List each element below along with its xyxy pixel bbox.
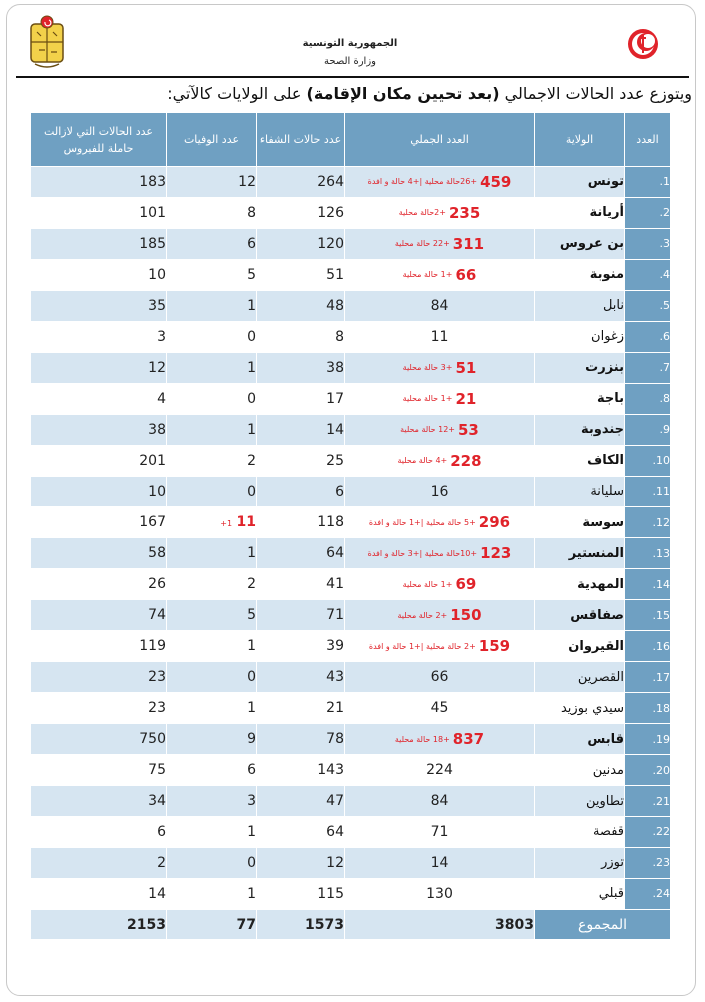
table-row <box>31 878 671 909</box>
cell-carriers: 185 <box>31 228 167 259</box>
cell-governorate: تطاوين <box>535 786 625 817</box>
new-cases-note: +2حالة محلية <box>398 208 446 218</box>
total-value: 69 <box>455 575 477 594</box>
cell-total <box>345 569 535 600</box>
cell-total <box>345 878 535 909</box>
new-cases-note: +5 حالة محلية |+1 حالة و افدة <box>368 517 476 527</box>
table-body <box>31 167 671 910</box>
letterhead <box>0 0 705 80</box>
total-value: 71 <box>430 823 449 840</box>
table-row <box>31 786 671 817</box>
death-value: 0 <box>247 854 256 871</box>
cell-index: .4 <box>625 259 671 290</box>
cell-total <box>345 662 535 693</box>
death-value: 5 <box>247 607 256 624</box>
new-cases-note: +1 حالة محلية <box>402 270 453 280</box>
cell-index: .17 <box>625 662 671 693</box>
death-value: 3 <box>247 793 256 810</box>
cell-recovered: 78 <box>257 724 345 755</box>
table-row <box>31 476 671 507</box>
cell-governorate: بنزرت <box>535 352 625 383</box>
cell-recovered: 47 <box>257 786 345 817</box>
death-value: 2 <box>247 576 256 593</box>
table-row <box>31 228 671 259</box>
new-cases-note: +22 حالة محلية <box>394 239 450 249</box>
table-row <box>31 321 671 352</box>
col-header-recovered: عدد حالات الشفاء <box>257 113 345 167</box>
cell-carriers: 23 <box>31 662 167 693</box>
col-header-index: العدد <box>625 113 671 167</box>
cell-governorate: سوسة <box>535 507 625 538</box>
cell-total <box>345 693 535 724</box>
cell-carriers: 58 <box>31 538 167 569</box>
intro-bold: (بعد تحيين مكان الإقامة) <box>306 84 500 103</box>
table-row <box>31 352 671 383</box>
total-value: 11 <box>430 328 449 345</box>
cell-index: .18 <box>625 693 671 724</box>
death-value: 1 <box>247 421 256 438</box>
cell-recovered: 39 <box>257 631 345 662</box>
total-value: 66 <box>455 265 477 284</box>
table-row <box>31 414 671 445</box>
cell-deaths <box>167 197 257 228</box>
cell-recovered: 120 <box>257 228 345 259</box>
cell-governorate: أريانة <box>535 197 625 228</box>
cell-index: .7 <box>625 352 671 383</box>
cell-carriers: 75 <box>31 755 167 786</box>
cell-total <box>345 290 535 321</box>
cell-governorate: الكاف <box>535 445 625 476</box>
table-row <box>31 259 671 290</box>
cell-total <box>345 631 535 662</box>
tunisia-coat-of-arms-icon <box>25 14 69 72</box>
total-value: 235 <box>448 203 481 222</box>
cell-deaths <box>167 600 257 631</box>
cell-governorate: المهدية <box>535 569 625 600</box>
death-value: 1 <box>247 823 256 840</box>
cell-total <box>345 755 535 786</box>
total-value: 130 <box>426 885 453 902</box>
cell-total <box>345 167 535 198</box>
death-value: 0 <box>247 483 256 500</box>
cell-index: .20 <box>625 755 671 786</box>
cell-deaths <box>167 228 257 259</box>
death-value: 1 <box>247 359 256 376</box>
cell-total <box>345 786 535 817</box>
intro-prefix: ويتوزع عدد الحالات الاجمالي <box>504 84 692 103</box>
death-value: 12 <box>238 173 256 190</box>
cell-recovered: 17 <box>257 383 345 414</box>
total-value: 150 <box>450 606 482 625</box>
cell-deaths <box>167 321 257 352</box>
cell-index: .3 <box>625 228 671 259</box>
total-value: 296 <box>478 513 511 532</box>
cell-index: .11 <box>625 476 671 507</box>
cell-carriers: 3 <box>31 321 167 352</box>
death-value: 11 <box>236 514 256 531</box>
cell-total <box>345 445 535 476</box>
totals-row <box>31 910 671 940</box>
cell-index: .1 <box>625 167 671 198</box>
new-cases-note: +2 حالة محلية |+1 حالة و افدة <box>368 641 476 651</box>
cell-index: .19 <box>625 724 671 755</box>
cell-deaths <box>167 786 257 817</box>
cell-deaths <box>167 755 257 786</box>
cell-recovered: 143 <box>257 755 345 786</box>
cell-index: .10 <box>625 445 671 476</box>
cell-recovered: 43 <box>257 662 345 693</box>
table-row <box>31 507 671 538</box>
cell-governorate: القيروان <box>535 631 625 662</box>
cell-deaths <box>167 693 257 724</box>
death-value: 6 <box>247 762 256 779</box>
sum-label: المجموع <box>535 910 671 940</box>
cell-governorate: باجة <box>535 383 625 414</box>
death-value: 0 <box>247 669 256 686</box>
cell-deaths <box>167 847 257 878</box>
cell-carriers: 26 <box>31 569 167 600</box>
table-row <box>31 755 671 786</box>
new-cases-note: +12 حالة محلية <box>400 425 455 435</box>
cell-carriers: 12 <box>31 352 167 383</box>
total-value: 51 <box>455 358 477 377</box>
sum-recovered: 1573 <box>257 910 345 940</box>
cell-governorate: منوبة <box>535 259 625 290</box>
cell-recovered: 12 <box>257 847 345 878</box>
cell-deaths <box>167 662 257 693</box>
total-value: 66 <box>430 669 449 686</box>
new-cases-note: +26حالة محلية |+4 حالة و افدة <box>367 177 478 187</box>
cell-carriers: 201 <box>31 445 167 476</box>
cell-deaths <box>167 476 257 507</box>
death-value: 0 <box>247 328 256 345</box>
cell-carriers: 183 <box>31 167 167 198</box>
cell-carriers: 119 <box>31 631 167 662</box>
cell-governorate: نابل <box>535 290 625 321</box>
total-value: 159 <box>478 637 511 656</box>
new-cases-note: +4 حالة محلية <box>397 456 448 466</box>
cell-governorate: صفاقس <box>535 600 625 631</box>
col-header-governorate: الولاية <box>535 113 625 167</box>
cell-index: .14 <box>625 569 671 600</box>
col-header-total: العدد الجملي <box>345 113 535 167</box>
cell-total <box>345 352 535 383</box>
intro-suffix: على الولايات كالآتي: <box>167 84 302 103</box>
cell-recovered: 71 <box>257 600 345 631</box>
cell-recovered: 8 <box>257 321 345 352</box>
cell-recovered: 51 <box>257 259 345 290</box>
cell-deaths <box>167 878 257 909</box>
cell-index: .5 <box>625 290 671 321</box>
death-value: 9 <box>247 731 256 748</box>
cell-total <box>345 507 535 538</box>
sum-total: 3803 <box>345 910 535 940</box>
total-value: 84 <box>430 297 449 314</box>
cell-index: .22 <box>625 817 671 848</box>
cell-deaths <box>167 724 257 755</box>
cell-recovered: 21 <box>257 693 345 724</box>
cell-carriers: 10 <box>31 476 167 507</box>
cell-recovered: 126 <box>257 197 345 228</box>
cell-carriers: 2 <box>31 847 167 878</box>
cell-total <box>345 259 535 290</box>
total-value: 21 <box>455 389 477 408</box>
cell-index: .9 <box>625 414 671 445</box>
cell-deaths <box>167 538 257 569</box>
cell-deaths <box>167 167 257 198</box>
sum-carriers: 2153 <box>31 910 167 940</box>
total-value: 224 <box>426 762 453 779</box>
total-value: 837 <box>452 730 485 749</box>
cell-recovered: 115 <box>257 878 345 909</box>
new-cases-note: +18 حالة محلية <box>394 734 450 744</box>
cell-recovered: 48 <box>257 290 345 321</box>
cell-carriers: 38 <box>31 414 167 445</box>
total-value: 53 <box>458 420 479 439</box>
cell-index: .23 <box>625 847 671 878</box>
death-value: 6 <box>247 235 256 252</box>
cell-total <box>345 724 535 755</box>
total-value: 84 <box>430 793 449 810</box>
death-value: 0 <box>247 390 256 407</box>
cell-recovered: 25 <box>257 445 345 476</box>
cell-deaths <box>167 352 257 383</box>
total-value: 228 <box>450 451 482 470</box>
total-value: 311 <box>452 234 485 253</box>
total-value: 16 <box>430 483 449 500</box>
cell-governorate: القصرين <box>535 662 625 693</box>
cell-total <box>345 321 535 352</box>
death-value: 2 <box>247 452 256 469</box>
new-cases-note: +1 حالة محلية <box>402 579 453 589</box>
cell-governorate: بن عروس <box>535 228 625 259</box>
table-row <box>31 631 671 662</box>
total-value: 459 <box>480 172 512 191</box>
cell-index: .2 <box>625 197 671 228</box>
table-row <box>31 693 671 724</box>
cell-carriers: 23 <box>31 693 167 724</box>
cell-governorate: قفصة <box>535 817 625 848</box>
col-header-deaths: عدد الوفيات <box>167 113 257 167</box>
table-row <box>31 445 671 476</box>
cell-recovered: 41 <box>257 569 345 600</box>
death-value: 1 <box>247 638 256 655</box>
cell-index: .8 <box>625 383 671 414</box>
cell-recovered: 64 <box>257 538 345 569</box>
new-cases-note: +2 حالة محلية <box>397 610 448 620</box>
cell-carriers: 35 <box>31 290 167 321</box>
cell-recovered: 264 <box>257 167 345 198</box>
republic-label: الجمهورية التونسية <box>302 38 398 49</box>
cell-recovered: 64 <box>257 817 345 848</box>
table-row <box>31 383 671 414</box>
cell-total <box>345 600 535 631</box>
col-header-carriers: عدد الحالات التي لازالت حاملة للفيروس <box>31 113 167 167</box>
table-row <box>31 662 671 693</box>
cell-deaths <box>167 631 257 662</box>
cell-total <box>345 197 535 228</box>
cell-governorate: جندوبة <box>535 414 625 445</box>
cell-deaths <box>167 290 257 321</box>
cell-governorate: سليانة <box>535 476 625 507</box>
total-value: 123 <box>480 544 512 563</box>
cell-carriers: 74 <box>31 600 167 631</box>
cell-index: .6 <box>625 321 671 352</box>
ministry-label: وزارة الصحة <box>324 56 376 67</box>
header-divider <box>16 76 689 78</box>
total-value: 45 <box>430 700 449 717</box>
cell-index: .24 <box>625 878 671 909</box>
cell-deaths <box>167 569 257 600</box>
cases-by-governorate-table <box>30 112 671 940</box>
cell-carriers: 14 <box>31 878 167 909</box>
cell-deaths <box>167 507 257 538</box>
death-value: 1 <box>247 700 256 717</box>
cell-deaths <box>167 445 257 476</box>
table-row <box>31 600 671 631</box>
health-ministry-logo-icon <box>627 28 659 60</box>
cell-carriers: 167 <box>31 507 167 538</box>
cell-governorate: قبلي <box>535 878 625 909</box>
sum-deaths: 77 <box>167 910 257 940</box>
cell-total <box>345 847 535 878</box>
cell-governorate: تونس <box>535 167 625 198</box>
cell-total <box>345 538 535 569</box>
new-cases-note: +10حالة محلية |+3 حالة و افدة <box>367 548 478 558</box>
cell-total <box>345 476 535 507</box>
table-row <box>31 847 671 878</box>
table-row <box>31 569 671 600</box>
table-row <box>31 724 671 755</box>
death-value: 1 <box>247 545 256 562</box>
death-increment: +1 <box>220 519 233 529</box>
death-value: 1 <box>247 885 256 902</box>
table-row <box>31 290 671 321</box>
cell-deaths <box>167 383 257 414</box>
cell-governorate: توزر <box>535 847 625 878</box>
intro-sentence <box>167 84 692 110</box>
cell-index: .15 <box>625 600 671 631</box>
table-row <box>31 538 671 569</box>
cell-carriers: 6 <box>31 817 167 848</box>
cell-governorate: زغوان <box>535 321 625 352</box>
cell-governorate: المنستير <box>535 538 625 569</box>
cell-recovered: 38 <box>257 352 345 383</box>
cell-carriers: 750 <box>31 724 167 755</box>
cell-total <box>345 228 535 259</box>
cell-carriers: 34 <box>31 786 167 817</box>
table-row <box>31 197 671 228</box>
table-row <box>31 167 671 198</box>
total-value: 14 <box>430 854 449 871</box>
cell-total <box>345 817 535 848</box>
cell-total <box>345 383 535 414</box>
cell-total <box>345 414 535 445</box>
death-value: 8 <box>247 204 256 221</box>
new-cases-note: +3 حالة محلية <box>402 363 453 373</box>
new-cases-note: +1 حالة محلية <box>402 394 453 404</box>
cell-governorate: قابس <box>535 724 625 755</box>
cell-index: .16 <box>625 631 671 662</box>
table-row <box>31 817 671 848</box>
death-value: 5 <box>247 266 256 283</box>
death-value: 1 <box>247 297 256 314</box>
cell-governorate: سيدي بوزيد <box>535 693 625 724</box>
cell-governorate: مدنين <box>535 755 625 786</box>
cell-deaths <box>167 817 257 848</box>
cell-carriers: 4 <box>31 383 167 414</box>
cell-deaths <box>167 414 257 445</box>
cell-recovered: 14 <box>257 414 345 445</box>
cell-index: .12 <box>625 507 671 538</box>
cell-deaths <box>167 259 257 290</box>
cell-carriers: 10 <box>31 259 167 290</box>
cell-carriers: 101 <box>31 197 167 228</box>
cell-index: .21 <box>625 786 671 817</box>
cell-index: .13 <box>625 538 671 569</box>
cell-recovered: 6 <box>257 476 345 507</box>
cell-recovered: 118 <box>257 507 345 538</box>
